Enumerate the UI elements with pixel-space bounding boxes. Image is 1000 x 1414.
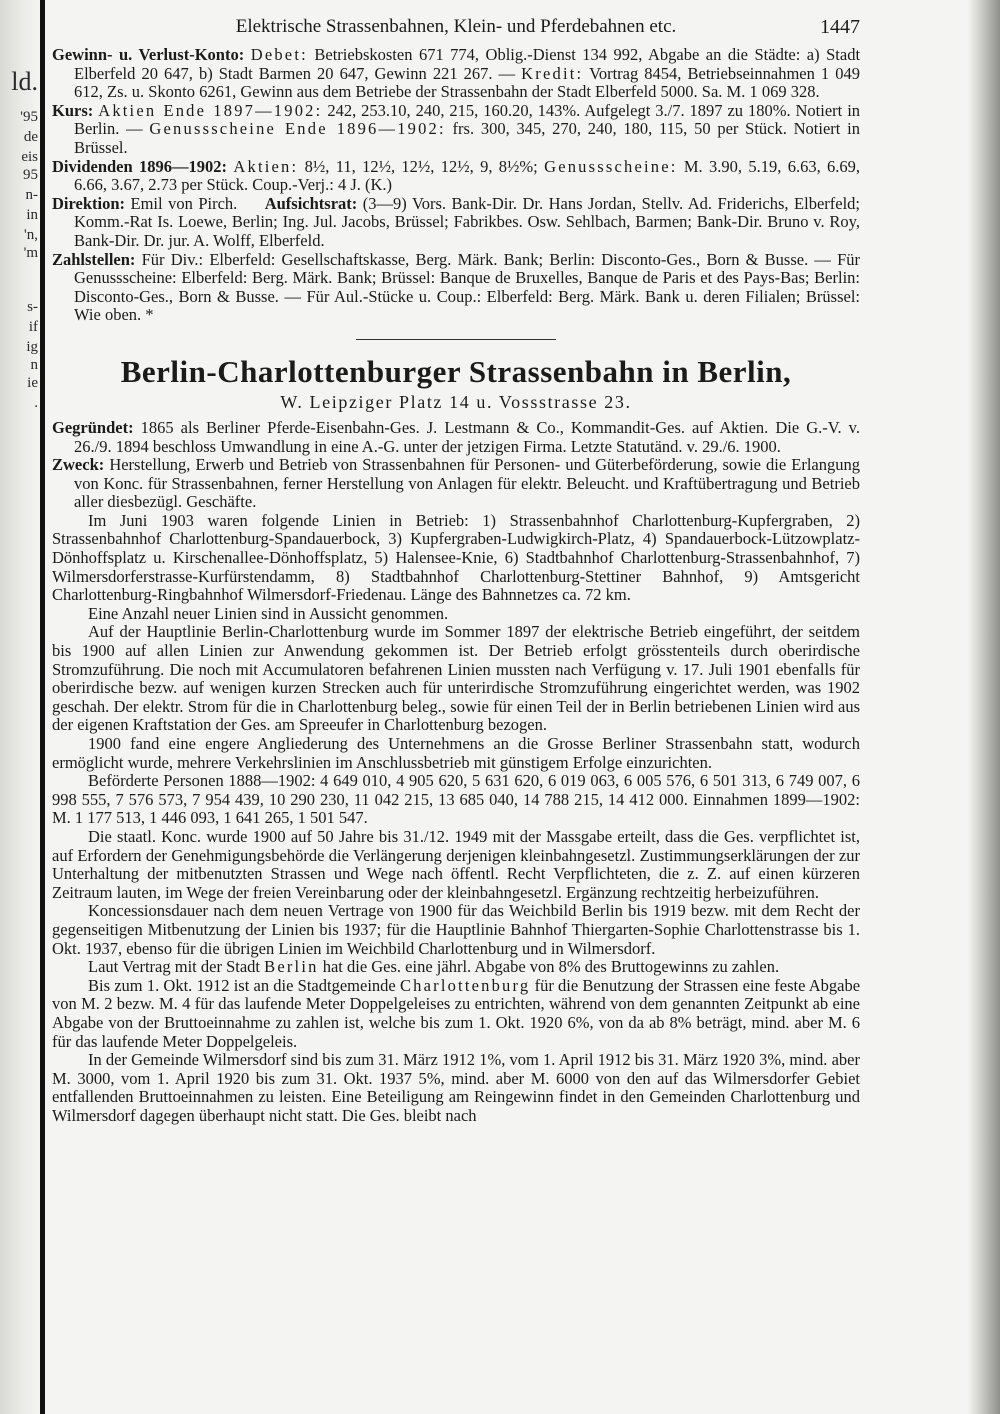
spine-fragment: ld. [11, 68, 38, 96]
company-title: Berlin-Charlottenburger Strassenbahn in Berlin, [120, 353, 792, 389]
field-label: Kurs: [52, 100, 94, 120]
kurs [52, 102, 860, 158]
spine-fragment: 'm [23, 245, 38, 261]
gewinn-verlust-konto [52, 46, 860, 102]
dividenden-aktien-text: 8½, 11, 12½, 12½, 12½, 9, 8½%; [304, 156, 538, 176]
vertrag-post: hat die Ges. eine jährl. Abgabe von 8% des Bruttogewinns zu zahlen. [322, 957, 780, 977]
kurs-genuss-label: Genussscheine Ende 1896—1902: [149, 119, 446, 139]
gegruendet-text: 1865 als Berliner Pferde-Eisenbahn-Ges. J. Lestmann & Co., Kommandit-Ges. auf Aktien. Die G.-V. v. 26./9. 1894 beschloss Umwandlung in eine A.-G. unter der jetzigen Firma. Letzte Statutänd. v. 29./6. 1900. [74, 417, 860, 456]
spine-fragment: '95 [20, 109, 38, 125]
vertrag-city: Berlin [264, 957, 319, 977]
company-address: W. Leipziger Platz 14 u. Vossstrasse 23. [280, 391, 632, 412]
paragraph: Beförderte Personen 1888—1902: 4 649 010, 4 905 620, 5 631 620, 6 019 063, 6 005 576, 6 501 313, 6 749 007, 6 998 555, 7 576 573, 7 954 439, 10 290 230, 11 042 215, 13 685 040, 14 788 215, 14 412 000. Einnahmen 1899—1902: M. 1 177 513, 1 446 093, 1 641 265, 1 501 547. [52, 771, 860, 828]
paragraph: Auf der Hauptlinie Berlin-Charlottenburg wurde im Sommer 1897 der elektrische Betrieb eingeführt, der seitdem bis 1900 auf allen Linien zur Anwendung gekommen ist. Der Betrieb erfolgt grösstenteils durch oberirdische Stromzuführung. Die noch mit Accumulatoren befahrenen Linien mussten nach Verfügung v. 17. Juli 1901 ebenfalls für oberirdische bezw. auf wenigen kurzen Strecken auch für unterirdische Stromzuführung eingerichtet werden, was 1902 geschah. Der elektr. Strom für die in Charlottenburg beleg., sowie für einen Teil der in Berlin betriebenen Linien wird aus der eigenen Kraftstation der Ges. am Spreeufer in Charlottenburg bezogen. [52, 622, 860, 735]
zahlstellen-text: Für Div.: Elberfeld: Gesellschaftskasse, Berg. Märk. Bank; Berlin: Disconto-Ges., Born & Busse. — Für Genussscheine: Elberfeld: Berg. Märk. Bank; Brüssel: Banque de Bruxelles, Banque de Paris et des Pays-Bas; Berlin: Disconto-Ges., Born & Busse. — Für Aul.-Stücke u. Coup.: Elberfeld: Berg. Märk. Bank u. deren Filialen; Brüssel: Wie oben. [74, 249, 861, 325]
dividenden-genuss-label: Genussscheine: [544, 156, 678, 176]
paragraph: 1900 fand eine engere Angliederung des Unternehmens an die Grosse Berliner Strassenbahn statt, wodurch ermöglicht wurde, mehrere Verkehrslinien im Anschlussbetrieb mit günstigem Erfolge einzurichten. [52, 734, 860, 772]
direktion-text: Emil von Pirch. [130, 193, 238, 213]
charlottenburg-paragraph [52, 977, 860, 1051]
spine-fragment: if [28, 319, 38, 335]
kredit-text: Vortrag 8454, Betriebseinnahmen 1 049 612, Zs. u. Skonto 6261, Gewinn aus dem Betriebe der Strassenbahn der Stadt Elberfeld 5000. Sa. M. 1 069 328. [74, 63, 860, 102]
direktion [52, 195, 860, 251]
aufsichtsrat-text: (3—9) Vors. Bank-Dir. Dr. Hans Jordan, Stellv. Ad. Friderichs, Elberfeld; Komm.-Rat Is. Loewe, Berlin; Ing. Jul. Jacobs, Brüssel; Fabrikbes. Osw. Sehlbach, Barmen; Bank-Dir. Bruno v. Roy, Bank-Dir. Dr. jur. A. Wolff, Elberfeld. [74, 193, 861, 250]
debet-label: Debet: [250, 45, 308, 64]
spine-fragment: ig [26, 339, 38, 355]
dividenden-aktien-label: Aktien: [233, 156, 299, 176]
spine-fragment: n- [25, 187, 38, 203]
vertrag-paragraph [52, 958, 860, 977]
spine-fragment: s- [27, 299, 38, 315]
wilmersdorf-paragraph: In der Gemeinde Wilmersdorf sind bis zum 31. März 1912 1%, vom 1. April 1912 bis 31. März 1920 3%, mind. aber M. 3000, vom 1. April 1920 bis zum 31. Okt. 1937 5%, mind. aber M. 6000 von den auf das Wilmersdorfer Gebiet entfallenden Bruttoeinnahmen zu leisten. Eine Beteiligung am Reingewinn findet in den Gemeinden Charlottenburg und Wilmersdorf dagegen überhaupt nicht statt. Die Ges. bleibt nach [52, 1050, 860, 1125]
field-label: Gegründet: [52, 417, 134, 437]
page-content [52, 8, 860, 1125]
field-label: Dividenden 1896—1902: [52, 156, 228, 176]
previous-company-entry [52, 46, 860, 325]
page-edge-shadow [968, 0, 1000, 1414]
field-label: Direktion: [52, 193, 126, 213]
charlottenburg-post: für die Benutzung der Strassen eine feste Abgabe von M. 2 bezw. M. 4 für das laufende Meter Doppelgeleises zu entrichten, während von dem genannten Zeitpunkt ab eine Abgabe von der Bruttoeinnahme zu zahlen ist, welche bis zum 1. Okt. 1920 6%, von da ab 8% beträgt, mind. aber M. 6 für das laufende Meter Doppelgeleis. [52, 975, 861, 1051]
zweck-text: Herstellung, Erwerb und Betrieb von Strassenbahnen für Personen- und Güterbeförderung, sowie die Erlangung von Konc. für Strassenbahnen, ferner Herstellung von Anlagen für elektr. Beleucht. und Kraftübertragung und Betrieb aller diesbezügl. Geschäfte. [74, 455, 860, 512]
gegruendet [52, 419, 860, 456]
aufsichtsrat-label: Aufsichtsrat: [264, 193, 358, 213]
paragraph: Eine Anzahl neuer Linien sind in Aussicht genommen. [88, 603, 449, 623]
company-entry [52, 419, 860, 1126]
dividenden [52, 158, 860, 195]
kurs-aktien-label: Aktien Ende 1897—1902: [98, 100, 323, 120]
spine-fragment: n [30, 357, 38, 373]
charlottenburg-city: Charlottenburg [399, 975, 531, 995]
spine-fragment: ie [27, 375, 38, 391]
spine-fragment: eis [21, 149, 38, 165]
binding-edge [0, 0, 45, 1414]
entry-end-mark: * [145, 305, 154, 325]
charlottenburg-pre: Bis zum 1. Okt. 1912 ist an die Stadtgemeinde [88, 975, 396, 995]
page-number: 1447 [820, 16, 860, 38]
spine-fragment: 'n, [24, 227, 38, 243]
running-header-title: Elektrische Strassenbahnen, Klein- und Pferdebahnen etc. [235, 16, 677, 37]
paragraph: Im Juni 1903 waren folgende Linien in Betrieb: 1) Strassenbahnhof Charlottenburg-Kupfergraben, 2) Strassenbahnhof Charlottenburg-Spandauerbock, 3) Kupfergraben-Ludwigkirch-Platz, 4) Spandauerbock-Lützowplatz-Dönhoffsplatz u. Kirschenallee-Dönhoffsplatz, 5) Halensee-Knie, 6) Stadtbahnhof Charlottenburg-Strassenbahnhof, 7) Wilmersdorferstrasse-Kurfürstendamm, 8) Stadtbahnhof Charlottenburg-Stettiner Bahnhof, 9) Amtsgericht Charlottenburg-Ringbahnhof Wilmersdorf-Friedenau. Länge des Bahnnetzes ca. 72 km. [52, 510, 860, 605]
field-label: Zahlstellen: [52, 249, 136, 269]
spine-fragment: in [26, 207, 38, 223]
section-divider [356, 339, 556, 340]
paragraph: Die staatl. Konc. wurde 1900 auf 50 Jahre bis 31./12. 1949 mit der Massgabe erteilt, dass die Ges. verpflichtet ist, auf Erfordern der Genehmigungsbehörde die Verlängerung derjenigen kleinbahngesetzl. Zustimmungserklärungen der zur Unterhaltung der mitbenutzten Strassen und Wege nach öffentl. Recht Verpflichteten, die z. Z. auf einen kürzeren Zeitraum lauten, im Wege der freien Vereinbarung oder der kleinbahngesetzl. Ergänzung rechtzeitig herbeizuführen. [52, 826, 860, 902]
spine-fragment: de [23, 129, 38, 145]
paragraph: Koncessionsdauer nach dem neuen Vertrage von 1900 für das Weichbild Berlin bis 1919 bezw. mit dem Recht der gegenseitigen Mitbenutzung der Linien bis 1937; für die Hauptlinie Bahnhof Thiergarten-Sophie Charlottenstrasse bis 1. Okt. 1937, ebenso für die übrigen Linien im Weichbild Charlottenburg und in Wilmersdorf. [52, 901, 860, 958]
spine-fragment: 95 [23, 167, 38, 183]
field-label: Zweck: [52, 455, 105, 475]
kredit-label: Kredit: [521, 63, 584, 83]
spine-fragment: . [34, 395, 38, 411]
debet-text: Betriebskosten 671 774, Oblig.-Dienst 134 992, Abgabe an die Städte: a) Stadt Elberfeld 20 647, b) Stadt Barmen 20 647, Gewinn 221 267. — [74, 45, 861, 83]
kurs-aktien-text: 242, 253.10, 240, 215, 160.20, 143%. Aufgelegt 3./7. 1897 zu 180%. Notiert in Berlin. — [74, 100, 861, 139]
kurs-genuss-text: frs. 300, 345, 270, 240, 180, 115, 50 per Stück. Notiert in Brüssel. [74, 119, 860, 157]
dividenden-genuss-text: M. 3.90, 5.19, 6.63, 6.69, 6.66, 3.67, 2.73 per Stück. Coup.-Verj.: 4 J. (K.) [74, 156, 861, 195]
running-header [52, 8, 860, 46]
zweck [52, 456, 860, 512]
zahlstellen [52, 251, 860, 325]
field-label: Gewinn- u. Verlust-Konto: [52, 45, 245, 64]
vertrag-pre: Laut Vertrag mit der Stadt [88, 957, 260, 977]
